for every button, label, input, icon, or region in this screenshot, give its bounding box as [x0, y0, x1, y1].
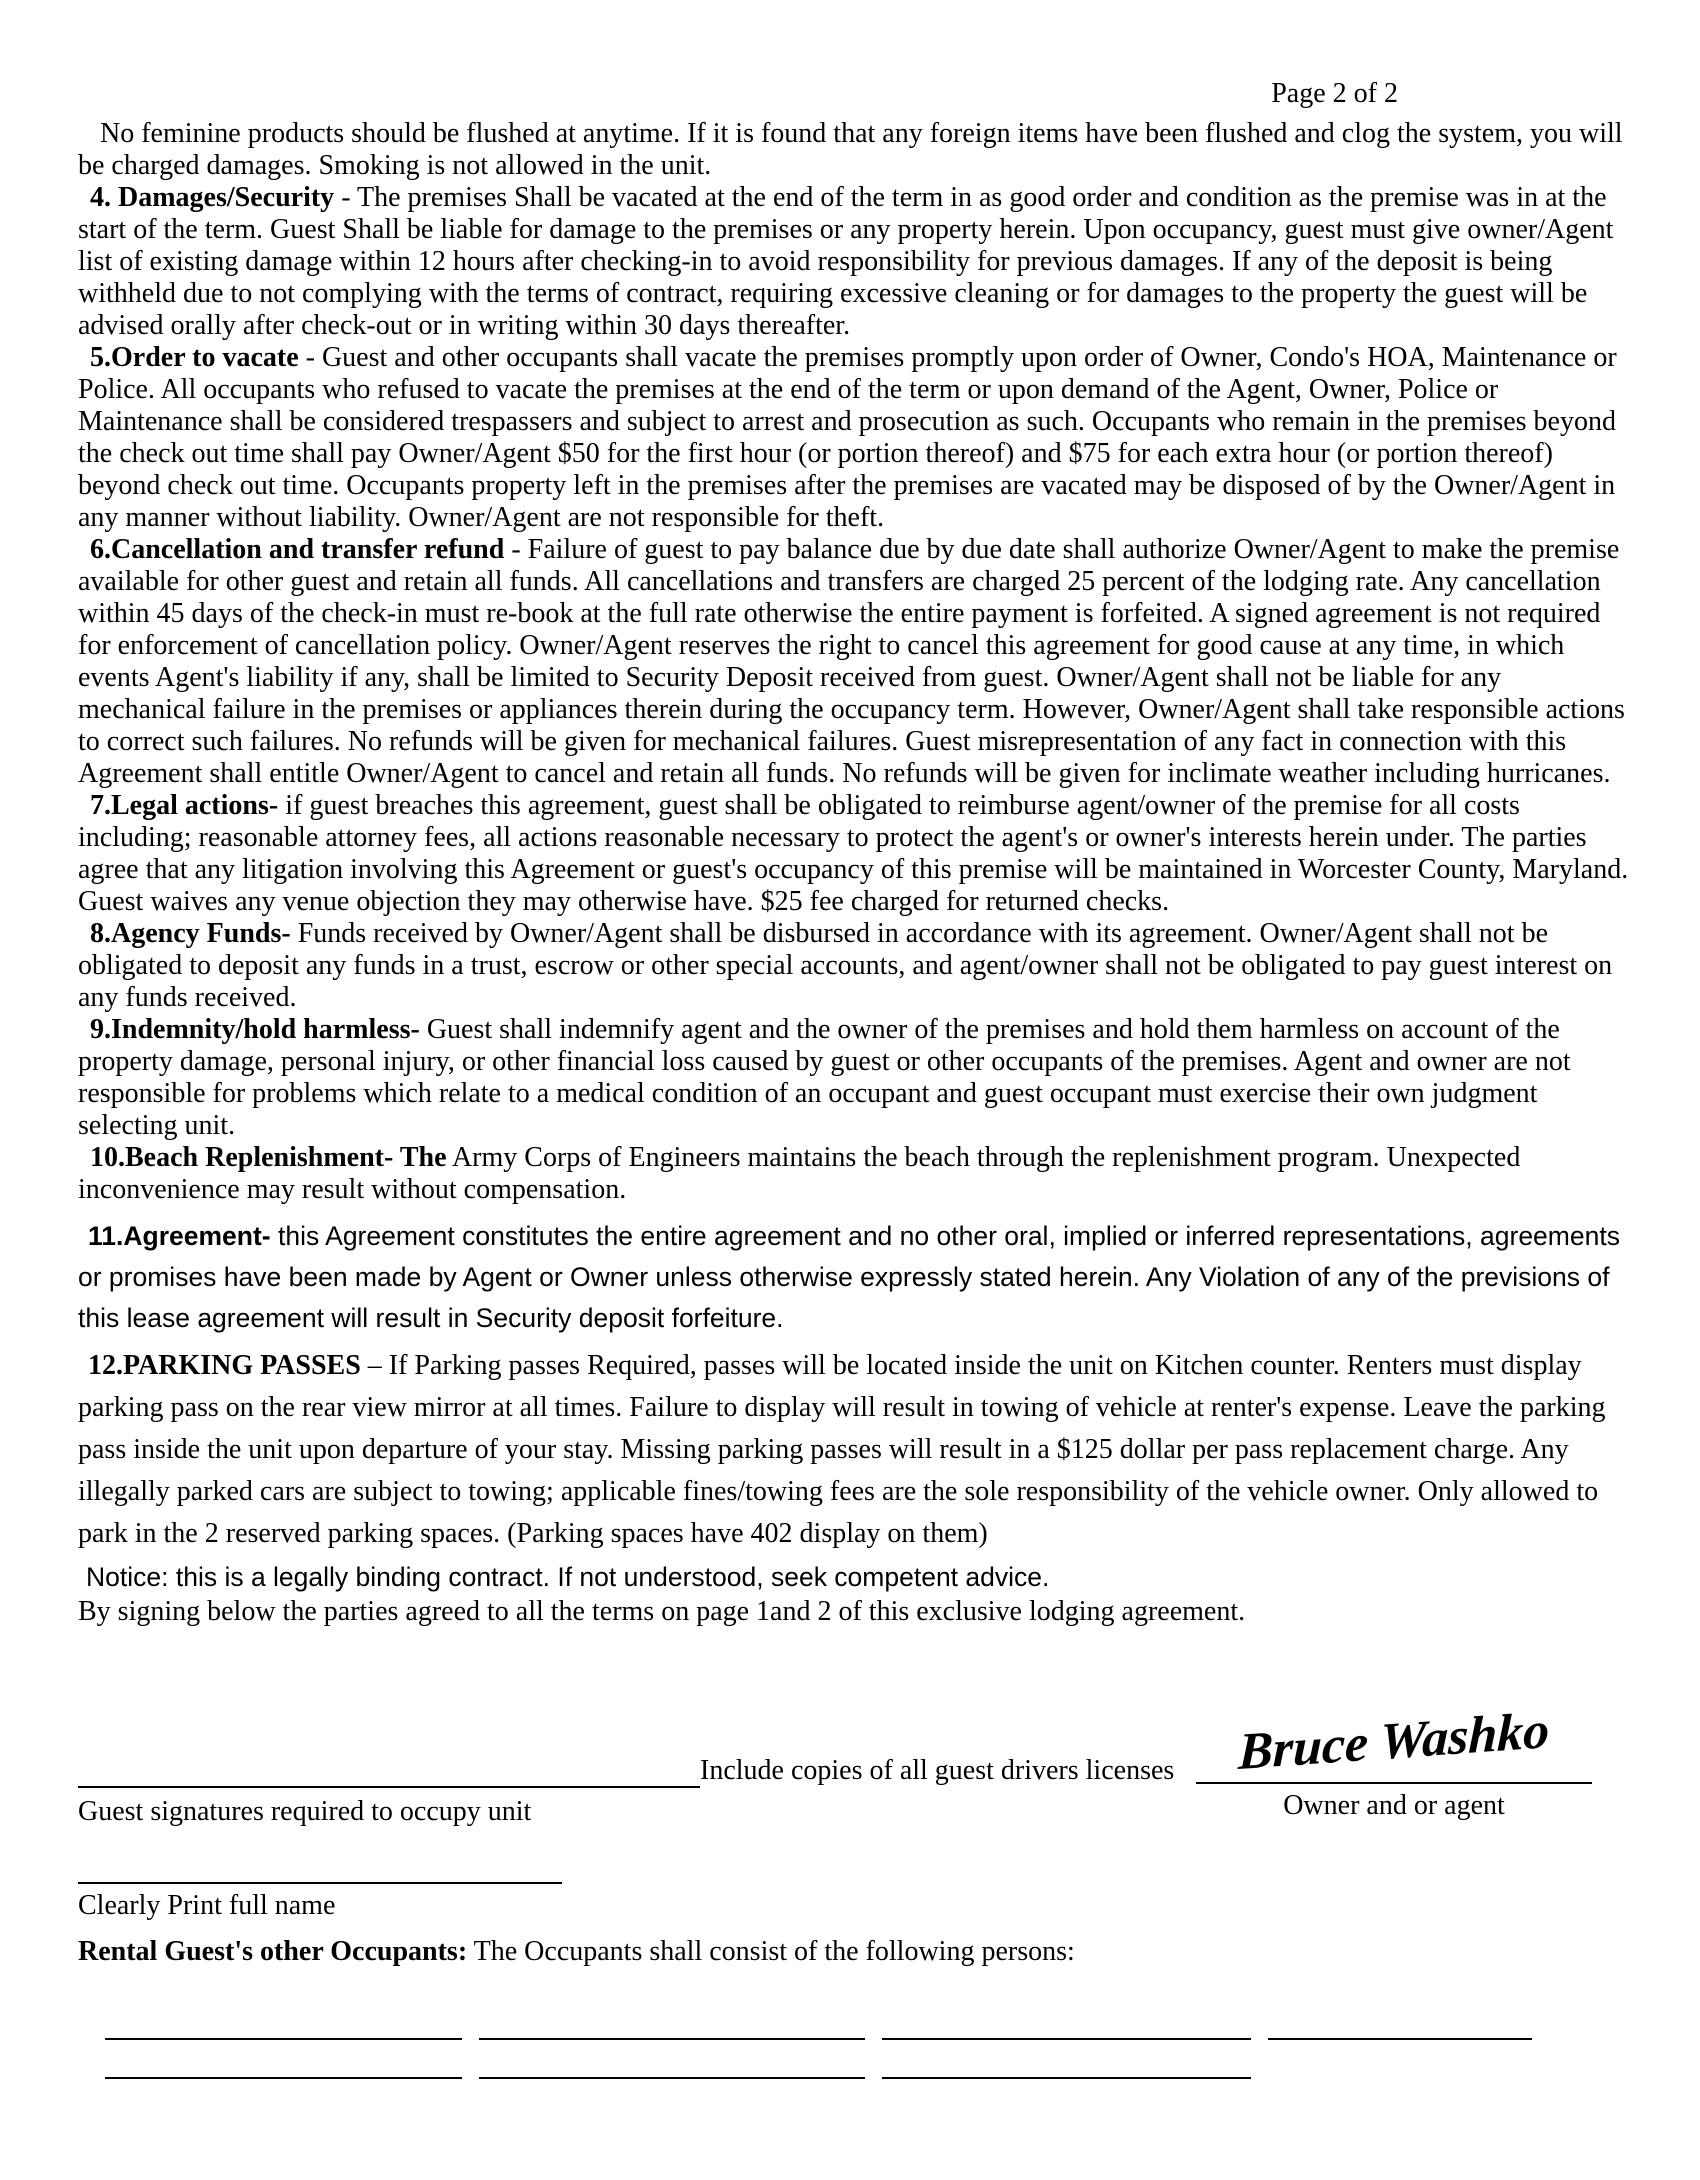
occupants-heading: [78, 1936, 1075, 1968]
section-heading: 6.Cancellation and transfer refund: [90, 534, 505, 565]
section-heading: 12.PARKING PASSES: [88, 1350, 361, 1381]
occupants-heading-bold: Rental Guest's other Occupants:: [78, 1936, 468, 1967]
section-parking-passes: [78, 1345, 1630, 1555]
section-text: - Failure of guest to pay balance due by due date shall authorize Owner/Agent to make the premise available for other guest and retain all funds. All cancellations and transfers are charged 25 percent of the lodging rate. Any cancellation within 45 days of the check-in must re-book at the full rate otherwise the entire payment is forfeited. A signed agreement is not required for enforcement of cancellation policy. Owner/Agent reserves the right to cancel this agreement for good cause at any time, in which events Agent's liability if any, shall be limited to Security Deposit received from guest. Owner/Agent shall not be liable for any mechanical failure in the premises or appliances therein during the occupancy term. However, Owner/Agent shall take responsible actions to correct such failures. No refunds will be given for mechanical failures. Guest misrepresentation of any fact in connection with this Agreement shall entitle Owner/Agent to cancel and retain all funds. No refunds will be given for inclimate weather including hurricanes.: [78, 534, 1625, 789]
section-text: if guest breaches this agreement, guest shall be obligated to reimburse agent/owner of the premise for all costs including; reasonable attorney fees, all actions reasonable necessary to protect the agent's or owner's interests herein under. The parties agree that any litigation involving this Agreement or guest's occupancy of this premise will be maintained in Worcester County, Maryland. Guest waives any venue objection they may otherwise have. $25 fee charged for returned checks.: [78, 790, 1629, 917]
section-text: - The premises Shall be vacated at the end of the term in as good order and condition as the premise was in at the start of the term. Guest Shall be liable for damage to the premises or any property herein. Upon occupancy, guest must give owner/Agent list of existing damage within 12 hours after checking-in to avoid responsibility for previous damages. If any of the deposit is being withheld due to not complying with the terms of contract, requiring excessive cleaning or for damages to the property the guest will be advised orally after check-out or in writing within 30 days thereafter.: [78, 182, 1614, 341]
print-name-label: Clearly Print full name: [78, 1890, 336, 1921]
section-heading: 11.Agreement-: [88, 1221, 271, 1251]
section-heading: 8.Agency Funds-: [90, 918, 291, 949]
section-cancellation-refund: [78, 534, 1630, 790]
section-text: Guest shall indemnify agent and the owner of the premises and hold them harmless on account of the property damage, personal injury, or other financial loss caused by guest or other occupants of the premises. Agent and owner are not responsible for problems which relate to a medical condition of an occupant and guest occupant must exercise their own judgment selecting unit.: [78, 1014, 1571, 1141]
section-text: Army Corps of Engineers maintains the beach through the replenishment program. Unexpected inconvenience may result without compensation.: [78, 1142, 1521, 1205]
occupant-name-line[interactable]: [1268, 2002, 1532, 2040]
section-text: - Guest and other occupants shall vacate the premises promptly upon order of Owner, Condo's HOA, Maintenance or Police. All occupants who refused to vacate the premises at the end of the term or upon demand of the Agent, Owner, Police or Maintenance shall be considered trespassers and subject to arrest and prosecution as such. Occupants who remain in the premises beyond the check out time shall pay Owner/Agent $50 for the first hour (or portion thereof) and $75 for each extra hour (or portion thereof) beyond check out time. Occupants property left in the premises after the premises are vacated may be disposed of by the Owner/Agent in any manner without liability. Owner/Agent are not responsible for theft.: [78, 342, 1617, 533]
owner-signature-line: [1196, 1676, 1592, 1784]
section-text: this Agreement constitutes the entire agreement and no other oral, implied or inferred representations, agreements or promises have been made by Agent or Owner unless otherwise expressly stated herein. Any Violation of any of the previsions of this lease agreement will result in Security deposit forfeiture.: [78, 1221, 1620, 1333]
occupant-name-line[interactable]: [105, 2002, 462, 2040]
section-text: – If Parking passes Required, passes will be located inside the unit on Kitchen counter. Renters must display parking pass on the rear view mirror at all times. Failure to display will result in towing of vehicle at renter's expense. Leave the parking pass inside the unit upon departure of your stay. Missing parking passes will result in a $125 dollar per pass replacement charge. Any illegally parked cars are subject to towing; applicable fines/towing fees are the sole responsibility of the vehicle owner. Only allowed to park in the 2 reserved parking spaces. (Parking spaces have 402 display on them): [78, 1350, 1606, 1549]
occupant-name-line[interactable]: [479, 2041, 865, 2079]
section-legal-actions: [78, 790, 1630, 918]
guest-signature-line[interactable]: [78, 1742, 700, 1788]
section-text: Funds received by Owner/Agent shall be disbursed in accordance with its agreement. Owner/Agent shall not be obligated to deposit any funds in a trust, escrow or other special accounts, and agent/owner shall not be obligated to pay guest interest on any funds received.: [78, 918, 1613, 1013]
section-agency-funds: [78, 918, 1630, 1014]
section-heading: 5.Order to vacate: [90, 342, 299, 373]
occupant-name-line[interactable]: [882, 2041, 1251, 2079]
section-damages-security: [78, 182, 1630, 342]
section-agreement: [78, 1216, 1630, 1339]
occupant-name-line[interactable]: [882, 2002, 1251, 2040]
page-number: Page 2 of 2: [1271, 78, 1398, 109]
occupant-name-line[interactable]: [105, 2041, 462, 2079]
owner-signature-block: [1196, 1676, 1592, 1822]
notice-line: Notice: this is a legally binding contract. If not understood, seek competent advice.: [86, 1562, 1050, 1592]
include-copies-label: Include copies of all guest drivers licenses: [700, 1755, 1175, 1786]
section-beach-replenishment: [78, 1142, 1630, 1206]
section-order-to-vacate: [78, 342, 1630, 534]
occupants-heading-rest: The Occupants shall consist of the following persons:: [467, 1936, 1075, 1967]
occupant-lines-row-2: [105, 2041, 1251, 2079]
owner-signature: Bruce Washko: [1237, 1701, 1551, 1782]
signing-statement: By signing below the parties agreed to all the terms on page 1and 2 of this exclusive lodging agreement.: [78, 1596, 1246, 1627]
section-heading: 7.Legal actions-: [90, 790, 279, 821]
owner-agent-label: Owner and or agent: [1283, 1790, 1505, 1821]
occupant-lines-row-1: [105, 2002, 1532, 2040]
occupant-name-line[interactable]: [479, 2002, 865, 2040]
section-heading: 4. Damages/Security: [90, 182, 335, 213]
document-body: [78, 78, 1630, 1629]
guest-signature-row: [78, 1742, 1174, 1788]
section-heading: 9.Indemnity/hold harmless-: [90, 1014, 420, 1045]
section-heading: 10.Beach Replenishment- The: [90, 1142, 447, 1173]
guest-signatures-label: Guest signatures required to occupy unit: [78, 1796, 532, 1827]
intro-paragraph: No feminine products should be flushed at anytime. If it is found that any foreign items have been flushed and clog the system, you will be charged damages. Smoking is not allowed in the unit.: [78, 118, 1623, 181]
section-indemnity: [78, 1014, 1630, 1142]
print-name-line[interactable]: [78, 1846, 562, 1884]
